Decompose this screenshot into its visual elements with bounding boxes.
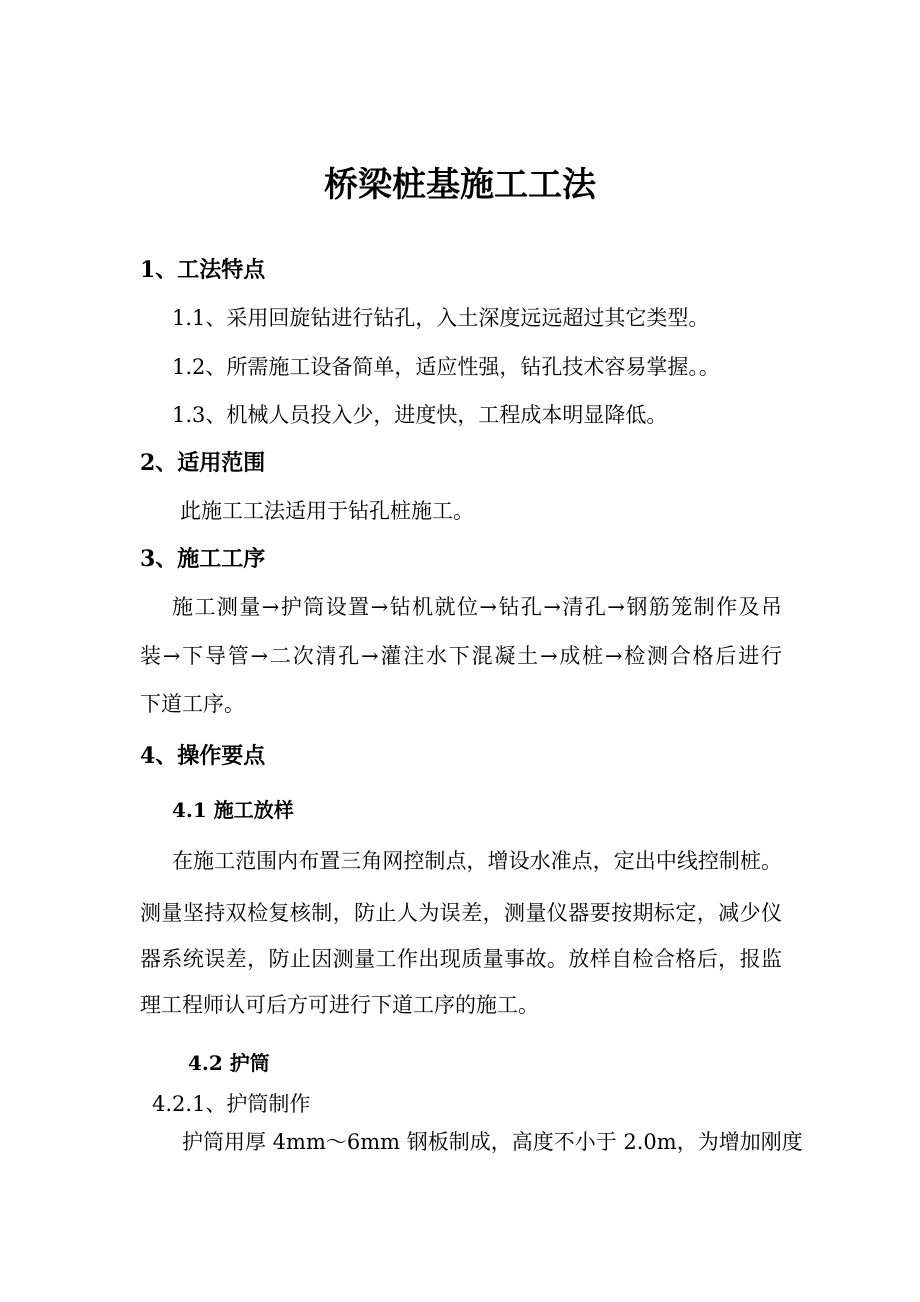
- section-4-1-line-4: 理工程师认可后方可进行下道工序的施工。: [140, 993, 539, 1017]
- section-4-2-heading: 4.2 护筒: [188, 1051, 270, 1075]
- section-4-2-1-heading: 4.2.1、护筒制作: [152, 1092, 311, 1116]
- section-3-line-1: 施工测量→护筒设置→钻机就位→钻孔→清孔→钢筋笼制作及吊: [172, 595, 782, 619]
- section-4-2-1-line-1: 护筒用厚 4mm～6mm 钢板制成，高度不小于 2.0m，为增加刚度: [182, 1130, 803, 1154]
- section-4-1-heading: 4.1 施工放样: [172, 798, 294, 822]
- section-2-text: 此施工工法适用于钻孔桩施工。: [180, 499, 474, 523]
- document-title: 桥梁桩基施工工法: [324, 165, 596, 205]
- section-1-item-3: 1.3、机械人员投入少，进度快，工程成本明显降低。: [172, 403, 668, 427]
- section-1-item-1: 1.1、采用回旋钻进行钻孔，入土深度远远超过其它类型。: [172, 306, 710, 330]
- section-3-line-2: 装→下导管→二次清孔→灌注水下混凝土→成桩→检测合格后进行: [140, 644, 782, 668]
- section-3-line-3: 下道工序。: [140, 692, 245, 716]
- section-3-heading: 3、施工工序: [140, 546, 266, 572]
- section-4-1-line-2: 测量坚持双检复核制，防止人为误差，测量仪器要按期标定，减少仪: [140, 901, 782, 925]
- section-4-1-line-1: 在施工范围内布置三角网控制点，增设水准点，定出中线控制桩。: [172, 849, 782, 873]
- section-4-heading: 4、操作要点: [140, 743, 266, 769]
- section-1-item-2: 1.2、所需施工设备简单，适应性强，钻孔技术容易掌握。。: [172, 355, 720, 379]
- section-2-heading: 2、适用范围: [140, 450, 266, 476]
- section-1-heading: 1、工法特点: [140, 257, 266, 283]
- section-4-1-line-3: 器系统误差，防止因测量工作出现质量事故。放样自检合格后，报监: [140, 947, 782, 971]
